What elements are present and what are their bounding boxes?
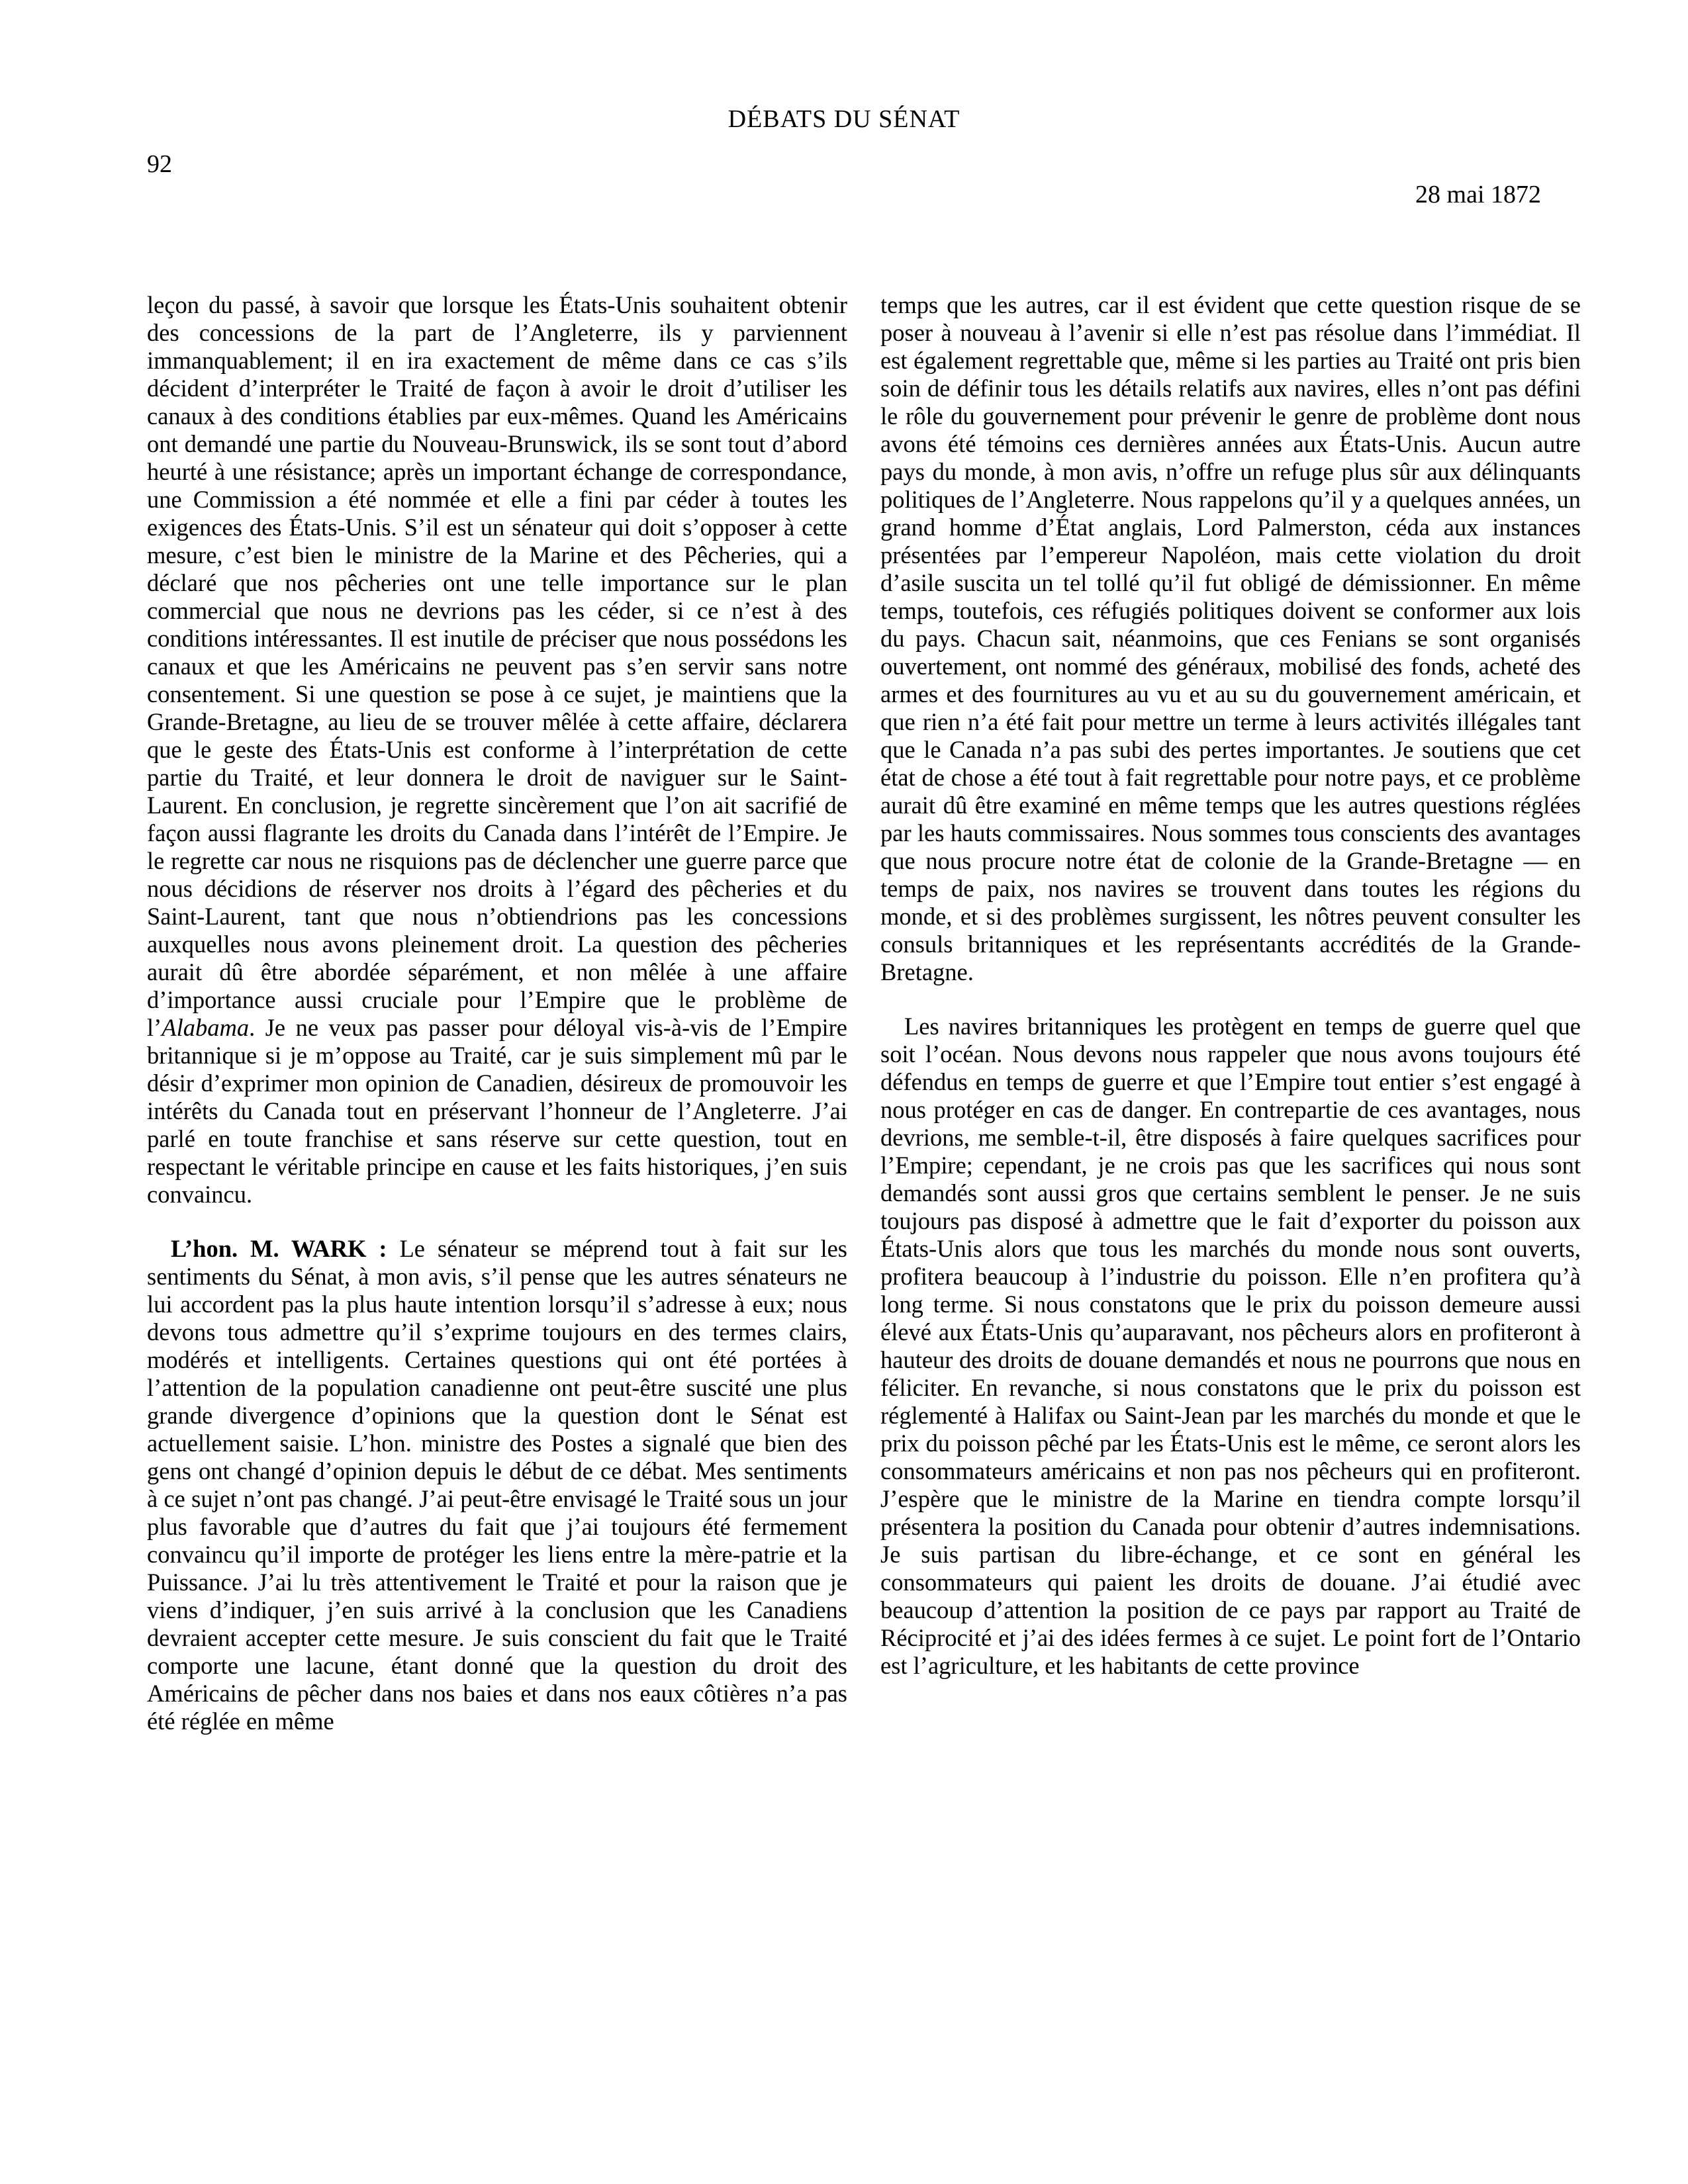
running-header-title: DÉBATS DU SÉNAT <box>727 105 961 133</box>
left-paragraph-1 <box>147 291 847 1208</box>
right-column <box>880 291 1581 1680</box>
left-column <box>147 291 847 1735</box>
right-paragraph-2: Les navires britanniques les protègent en temps de guerre quel que soit l’océan. Nous devons nous rappeler que nous avons toujours été défendus en temps de guerre et que l’Empire tout entier s’est engagé à nous protéger en cas de danger. En contrepartie de ces avantages, nous devrions, me semble-t-il, être disposés à faire quelques sacrifices pour l’Empire; cependant, je ne crois pas que les sacrifices qui nous sont demandés sont aussi gros que certains semblent le penser. Je ne suis toujours pas disposé à admettre que le fait d’exporter du poisson aux États-Unis alors que tous les marchés du monde nous sont ouverts, profitera beaucoup à l’industrie du poisson. Elle n’en profitera qu’à long terme. Si nous constatons que le prix du poisson demeure aussi élevé aux États-Unis qu’auparavant, nos pêcheurs alors en profiteront à hauteur des droits de douane demandés et nous ne pourrons que nous en féliciter. En revanche, si nous constatons que le prix du poisson est réglementé à Halifax ou Saint-Jean par les marchés du monde et que le prix du poisson pêché par les États-Unis est le même, ce seront alors les consommateurs américains et non pas nos pêcheurs qui en profiteront. J’espère que le ministre de la Marine en tiendra compte lorsqu’il présentera la position du Canada pour obtenir d’autres indemnisations. Je suis partisan du libre-échange, et ce sont en général les consommateurs qui paient les droits de douane. J’ai étudié avec beaucoup d’attention la position de ce pays par rapport au Traité de Réciprocité et j’ai des idées fermes à ce sujet. Le point fort de l’Ontario est l’agriculture, et les habitants de cette province <box>880 1013 1581 1679</box>
page-date: 28 mai 1872 <box>1415 181 1541 208</box>
italic-term-alabama: Alabama <box>162 1014 250 1041</box>
speaker-name: L’hon. M. WARK : <box>171 1235 387 1262</box>
left-paragraph-1-part-a: leçon du passé, à savoir que lorsque les États-Unis souhaitent obtenir des concessions de la part de l’Angleterre, ils y parviennent immanquablement; il en ira exactement de même dans ce cas s’ils décident d’interpréter le Traité de façon à avoir le droit d’utiliser les canaux à des conditions établies par eux-mêmes. Quand les Américains ont demandé une partie du Nouveau-Brunswick, ils se sont tout d’abord heurté à une résistance; après un important échange de correspondance, une Commission a été nommée et elle a fini par céder à toutes les exigences des États-Unis. S’il est un sénateur qui doit s’opposer à cette mesure, c’est bien le ministre de la Marine et des Pêcheries, qui a déclaré que nos pêcheries ont une telle importance sur le plan commercial que nous ne devrions pas les céder, si ce n’est à des conditions intéressantes. Il est inutile de préciser que nous possédons les canaux et que les Américains ne peuvent pas s’en servir sans notre consentement. Si une question se pose à ce sujet, je maintiens que la Grande-Bretagne, au lieu de se trouver mêlée à cette affaire, déclarera que le geste des États-Unis est conforme à l’interprétation de cette partie du Traité, et leur donnera le droit de naviguer sur le Saint-Laurent. En conclusion, je regrette sincèrement que l’on ait sacrifié de façon aussi flagrante les droits du Canada dans l’intérêt de l’Empire. Je le regrette car nous ne risquions pas de déclencher une guerre parce que nous décidions de réserver nos droits à l’égard des pêcheries et du Saint-Laurent, tant que nous n’obtiendrions pas les concessions auxquelles nous avons pleinement droit. La question des pêcheries aurait dû être abordée séparément, et non mêlée à une affaire d’importance aussi cruciale pour l’Empire que le problème de l’ <box>147 291 847 1041</box>
page-number: 92 <box>147 150 172 178</box>
right-paragraph-1: temps que les autres, car il est évident que cette question risque de se poser à nouveau à l’avenir si elle n’est pas résolue dans l’immédiat. Il est également regrettable que, même si les parties au Traité ont pris bien soin de définir tous les détails relatifs aux navires, elles n’ont pas défini le rôle du gouvernement pour prévenir le genre de problème dont nous avons été témoins ces dernières années aux États-Unis. Aucun autre pays du monde, à mon avis, n’offre un refuge plus sûr aux délinquants politiques de l’Angleterre. Nous rappelons qu’il y a quelques années, un grand homme d’État anglais, Lord Palmerston, céda aux instances présentées par l’empereur Napoléon, mais cette violation du droit d’asile suscita un tel tollé qu’il fut obligé de démissionner. En même temps, toutefois, ces réfugiés politiques doivent se conformer aux lois du pays. Chacun sait, néanmoins, que ces Fenians se sont organisés ouvertement, ont nommé des généraux, mobilisé des fonds, acheté des armes et des fournitures au vu et au su du gouvernement américain, et que rien n’a été fait pour mettre un terme à leurs activités illégales tant que le Canada n’a pas subi des pertes importantes. Je soutiens que cet état de chose a été tout à fait regrettable pour notre pays, et ce problème aurait dû être examiné en même temps que les autres questions réglées par les hauts commissaires. Nous sommes tous conscients des avantages que nous procure notre état de colonie de la Grande-Bretagne — en temps de paix, nos navires se trouvent dans toutes les régions du monde, et si des problèmes surgissent, les nôtres peuvent consulter les consuls britanniques et les représentants accrédités de la Grande-Bretagne. <box>880 291 1581 985</box>
left-paragraph-2 <box>147 1235 847 1735</box>
left-paragraph-1-part-b: . Je ne veux pas passer pour déloyal vis-à-vis de l’Empire britannique si je m’oppose au Traité, car je suis simplement mû par le désir d’exprimer mon opinion de Canadien, désireux de promouvoir les intérêts du Canada tout en préservant l’honneur de l’Angleterre. J’ai parlé en toute franchise et sans réserve sur cette question, tout en respectant le véritable principe en cause et les faits historiques, j’en suis convaincu. <box>147 1014 847 1208</box>
speech-text: Le sénateur se méprend tout à fait sur les sentiments du Sénat, à mon avis, s’il pense que les autres sénateurs ne lui accordent pas la plus haute intention lorsqu’il s’adresse à eux; nous devons tous admettre qu’il s’exprime toujours en des termes clairs, modérés et intelligents. Certaines questions qui ont été portées à l’attention de la population canadienne ont peut-être suscité une plus grande divergence d’opinions que la question dont le Sénat est actuellement saisie. L’hon. ministre des Postes a signalé que bien des gens ont changé d’opinion depuis le début de ce débat. Mes sentiments à ce sujet n’ont pas changé. J’ai peut-être envisagé le Traité sous un jour plus favorable que d’autres du fait que j’ai toujours été fermement convaincu qu’il importe de protéger les liens entre la mère-patrie et la Puissance. J’ai lu très attentivement le Traité et pour la raison que je viens d’indiquer, j’en suis arrivé à la conclusion que les Canadiens devraient accepter cette mesure. Je suis conscient du fait que le Traité comporte une lacune, étant donné que la question du droit des Américains de pêcher dans nos baies et dans nos eaux côtières n’a pas été réglée en même <box>147 1235 847 1735</box>
